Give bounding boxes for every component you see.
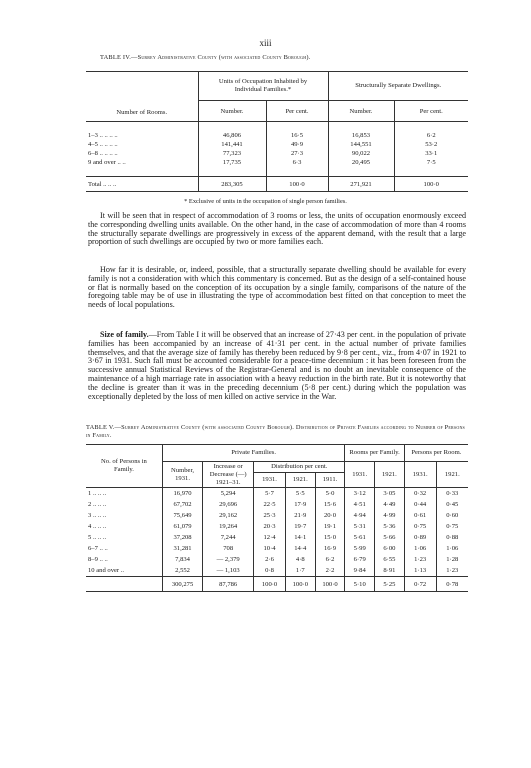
table5-caption-prefix: TABLE V.—	[86, 424, 122, 431]
cell: 1·7	[285, 565, 315, 577]
cell: 0·61	[404, 510, 436, 521]
cell: 21·9	[285, 510, 315, 521]
cell: 6·2	[394, 131, 468, 140]
cell: 53·2	[394, 140, 468, 149]
cell: 10·4	[254, 543, 286, 554]
table4-header-percent-2: Per cent.	[394, 101, 468, 122]
cell: 15·6	[315, 499, 345, 510]
cell: 61,079	[162, 521, 202, 532]
cell: 1·13	[404, 565, 436, 577]
cell: 283,305	[198, 177, 266, 192]
cell: 67,702	[162, 499, 202, 510]
cell: 4·49	[375, 499, 405, 510]
table-row	[86, 554, 468, 565]
cell: 8·91	[375, 565, 405, 577]
cell: 7,244	[203, 532, 254, 543]
cell: 4·51	[345, 499, 375, 510]
cell: 19·7	[285, 521, 315, 532]
cell: 22·5	[254, 499, 286, 510]
cell: 3·05	[375, 488, 405, 500]
table5-header-rooms-1931: 1931.	[345, 462, 375, 488]
paragraph-3-heading: Size of family.	[100, 330, 149, 339]
total-label	[86, 577, 162, 592]
cell: 16·9	[315, 543, 345, 554]
cell: 0·8	[254, 565, 286, 577]
cell: 20·0	[315, 510, 345, 521]
cell: 2,552	[162, 565, 202, 577]
table5-header-dist-1921: 1921.	[285, 473, 315, 488]
cell: 100·0	[285, 577, 315, 592]
paragraph-2: How far it is desirable, or, indeed, possible, that a structurally separate dwelling should be available for every family is not a consideration with which this commentary is concerned. But as the design of a self-contained house or flat is normally based on the conception of its occupation by a single family, comparisons of the nature of the foregoing table may be of use in illustrating the type of accommodation best fitted on that conception to meet the needs of local populations.	[88, 265, 466, 310]
paragraph-3	[88, 331, 466, 401]
cell: 5·5	[285, 488, 315, 500]
cell: 5·7	[254, 488, 286, 500]
table-row	[86, 149, 468, 158]
cell: 6·55	[375, 554, 405, 565]
cell: 90,022	[328, 149, 394, 158]
cell: 17,735	[198, 158, 266, 167]
cell: 100·0	[254, 577, 286, 592]
cell: 49·9	[266, 140, 328, 149]
table-row	[86, 140, 468, 149]
table4-caption-prefix: TABLE IV.—	[100, 54, 138, 61]
cell: 9·84	[345, 565, 375, 577]
table5-header-dist-1931: 1931.	[254, 473, 286, 488]
paragraph-3-text: —From Table I it will be observed that an increase of 27·43 per cent. in the population of private families has been accompanied by an increase of 41·31 per cent. in the actual number of private families themselves, and that the average size of family has thereby been reduced by 9·8 per cent., viz., from 4·07 in 1921 to 3·67 in 1931. Such fall must be accounted considerable for a peace-time decennium : it has been foreseen from the successive annual Statistical Reviews of the Registrar-General and is no doubt an inevitable consequence of the maintenance of a high marriage rate in association with a heavy reduction in the birth rate. But it is noteworthy that the decline is greater than it was in the preceding decennium (5·8 per cent.) during which the population was exceptionally depleted by the loss of men killed on active service in the War.	[88, 330, 466, 401]
cell: 300,275	[162, 577, 202, 592]
table-row	[86, 532, 468, 543]
cell: 1·23	[404, 554, 436, 565]
cell: 1·23	[436, 565, 468, 577]
table5-header-rooms-per-family: Rooms per Family.	[345, 445, 404, 462]
cell: 16·5	[266, 131, 328, 140]
table-total-row	[86, 177, 468, 192]
cell: 20,495	[328, 158, 394, 167]
table4-footnote: * Exclusive of units in the occupation of single person families.	[184, 198, 347, 205]
cell: 2·2	[315, 565, 345, 577]
cell: 27·3	[266, 149, 328, 158]
cell: 1·28	[436, 554, 468, 565]
cell: 271,921	[328, 177, 394, 192]
row-label: 8–9 .. ..	[88, 556, 108, 563]
cell: 0·78	[436, 577, 468, 592]
row-label: 4 .. .. ..	[88, 523, 107, 530]
row-label: 6–7 .. ..	[88, 545, 108, 552]
table4-header-number-2: Number.	[328, 101, 394, 122]
cell: 6·2	[315, 554, 345, 565]
cell: 144,551	[328, 140, 394, 149]
table-row	[86, 131, 468, 140]
cell: 14·1	[285, 532, 315, 543]
table5-header-change: Increase or Decrease (—) 1921–31.	[203, 462, 254, 488]
cell: 7,834	[162, 554, 202, 565]
table5-caption	[86, 424, 470, 440]
table5-header-persons-per-room: Persons per Room.	[404, 445, 468, 462]
table5-header-private: Private Families.	[162, 445, 344, 462]
table-total-row	[86, 577, 468, 592]
cell: — 1,103	[203, 565, 254, 577]
cell: 100·0	[266, 177, 328, 192]
cell: 31,281	[162, 543, 202, 554]
row-label: 2 .. .. ..	[88, 501, 107, 508]
cell: 7·5	[394, 158, 468, 167]
cell: 5,294	[203, 488, 254, 500]
table-row	[86, 510, 468, 521]
cell: 16,970	[162, 488, 202, 500]
table5	[86, 444, 468, 592]
cell: 0·45	[436, 499, 468, 510]
cell: 5·66	[375, 532, 405, 543]
cell: 5·25	[375, 577, 405, 592]
cell: 15·0	[315, 532, 345, 543]
table5-header-number: Number, 1931.	[162, 462, 202, 488]
cell: 1·06	[436, 543, 468, 554]
table5-header-distribution: Distribution per cent.	[254, 462, 345, 473]
row-label: 3 .. .. ..	[88, 512, 107, 519]
cell: 29,162	[203, 510, 254, 521]
table-row	[86, 543, 468, 554]
cell: 100·0	[394, 177, 468, 192]
cell: 5·0	[315, 488, 345, 500]
cell: 4·99	[375, 510, 405, 521]
cell: 19·1	[315, 521, 345, 532]
cell: 0·75	[436, 521, 468, 532]
table5-header-rooms-1921: 1921.	[375, 462, 405, 488]
cell: 46,806	[198, 131, 266, 140]
cell: 0·75	[404, 521, 436, 532]
cell: 6·3	[266, 158, 328, 167]
cell: 77,323	[198, 149, 266, 158]
table-row	[86, 565, 468, 577]
cell: 5·61	[345, 532, 375, 543]
table4	[86, 71, 468, 192]
row-label: 1 .. .. ..	[88, 490, 107, 497]
cell: 0·33	[436, 488, 468, 500]
cell: 25·3	[254, 510, 286, 521]
cell: 5·31	[345, 521, 375, 532]
page-number: xiii	[259, 38, 272, 48]
cell: 141,441	[198, 140, 266, 149]
cell: 20·3	[254, 521, 286, 532]
cell: 5·10	[345, 577, 375, 592]
cell: 17·9	[285, 499, 315, 510]
cell: 1·06	[404, 543, 436, 554]
cell: 5·99	[345, 543, 375, 554]
row-label: 10 and over ..	[88, 567, 125, 574]
table-row	[86, 488, 468, 500]
cell: 75,649	[162, 510, 202, 521]
cell: 4·94	[345, 510, 375, 521]
cell: 19,264	[203, 521, 254, 532]
cell: 29,696	[203, 499, 254, 510]
table4-header-occupation: Units of Occupation Inhabited by Individual Families.*	[198, 72, 328, 101]
cell: 0·89	[404, 532, 436, 543]
row-label: 6–8 .. .. .. ..	[88, 150, 118, 157]
table4-caption	[100, 54, 440, 62]
table5-header-persons: No. of Persons in Family.	[86, 445, 162, 488]
cell: 14·4	[285, 543, 315, 554]
table-row	[86, 158, 468, 167]
table5-header-ppr-1931: 1931.	[404, 462, 436, 488]
row-label: 9 and over .. ..	[88, 159, 126, 166]
table-row	[86, 499, 468, 510]
table5-caption-title: Surrey Administrative County (with associated County Borough). Distribution of Private Families according to Number of Persons in Family.	[86, 424, 465, 439]
cell: 16,853	[328, 131, 394, 140]
cell: 12·4	[254, 532, 286, 543]
cell: 100·0	[315, 577, 345, 592]
cell: 5·36	[375, 521, 405, 532]
row-label: 5 .. .. ..	[88, 534, 107, 541]
table4-header-number-1: Number.	[198, 101, 266, 122]
table4-header-rooms: Number of Rooms.	[86, 72, 198, 122]
cell: 0·72	[404, 577, 436, 592]
cell: 0·60	[436, 510, 468, 521]
cell: 4·8	[285, 554, 315, 565]
cell: 37,208	[162, 532, 202, 543]
cell: 6·00	[375, 543, 405, 554]
cell: 3·12	[345, 488, 375, 500]
paragraph-1: It will be seen that in respect of accommodation of 3 rooms or less, the units of occupation enormously exceed the corresponding dwelling units available. On the other hand, in the case of accommodation of more than 4 rooms the structurally separate dwellings are progressively in excess of the apparent demand, with the result that a large proportion of such dwellings are occupied by two or more families each.	[88, 211, 466, 247]
table4-header-separate: Structurally Separate Dwellings.	[328, 72, 468, 101]
cell: 6·79	[345, 554, 375, 565]
total-label: Total .. .. ..	[88, 180, 117, 188]
cell: 0·88	[436, 532, 468, 543]
row-label: 4–5 .. .. .. ..	[88, 141, 118, 148]
table-row	[86, 521, 468, 532]
cell: 33·1	[394, 149, 468, 158]
table4-header-percent-1: Per cent.	[266, 101, 328, 122]
cell: — 2,379	[203, 554, 254, 565]
cell: 0·44	[404, 499, 436, 510]
table5-header-dist-1911: 1911.	[315, 473, 345, 488]
cell: 87,786	[203, 577, 254, 592]
cell: 0·32	[404, 488, 436, 500]
table4-caption-title: Surrey Administrative County (with associated County Borough).	[137, 54, 311, 61]
table5-header-ppr-1921: 1921.	[436, 462, 468, 488]
cell: 708	[203, 543, 254, 554]
cell: 2·6	[254, 554, 286, 565]
row-label: 1–3 .. .. .. ..	[88, 132, 118, 139]
